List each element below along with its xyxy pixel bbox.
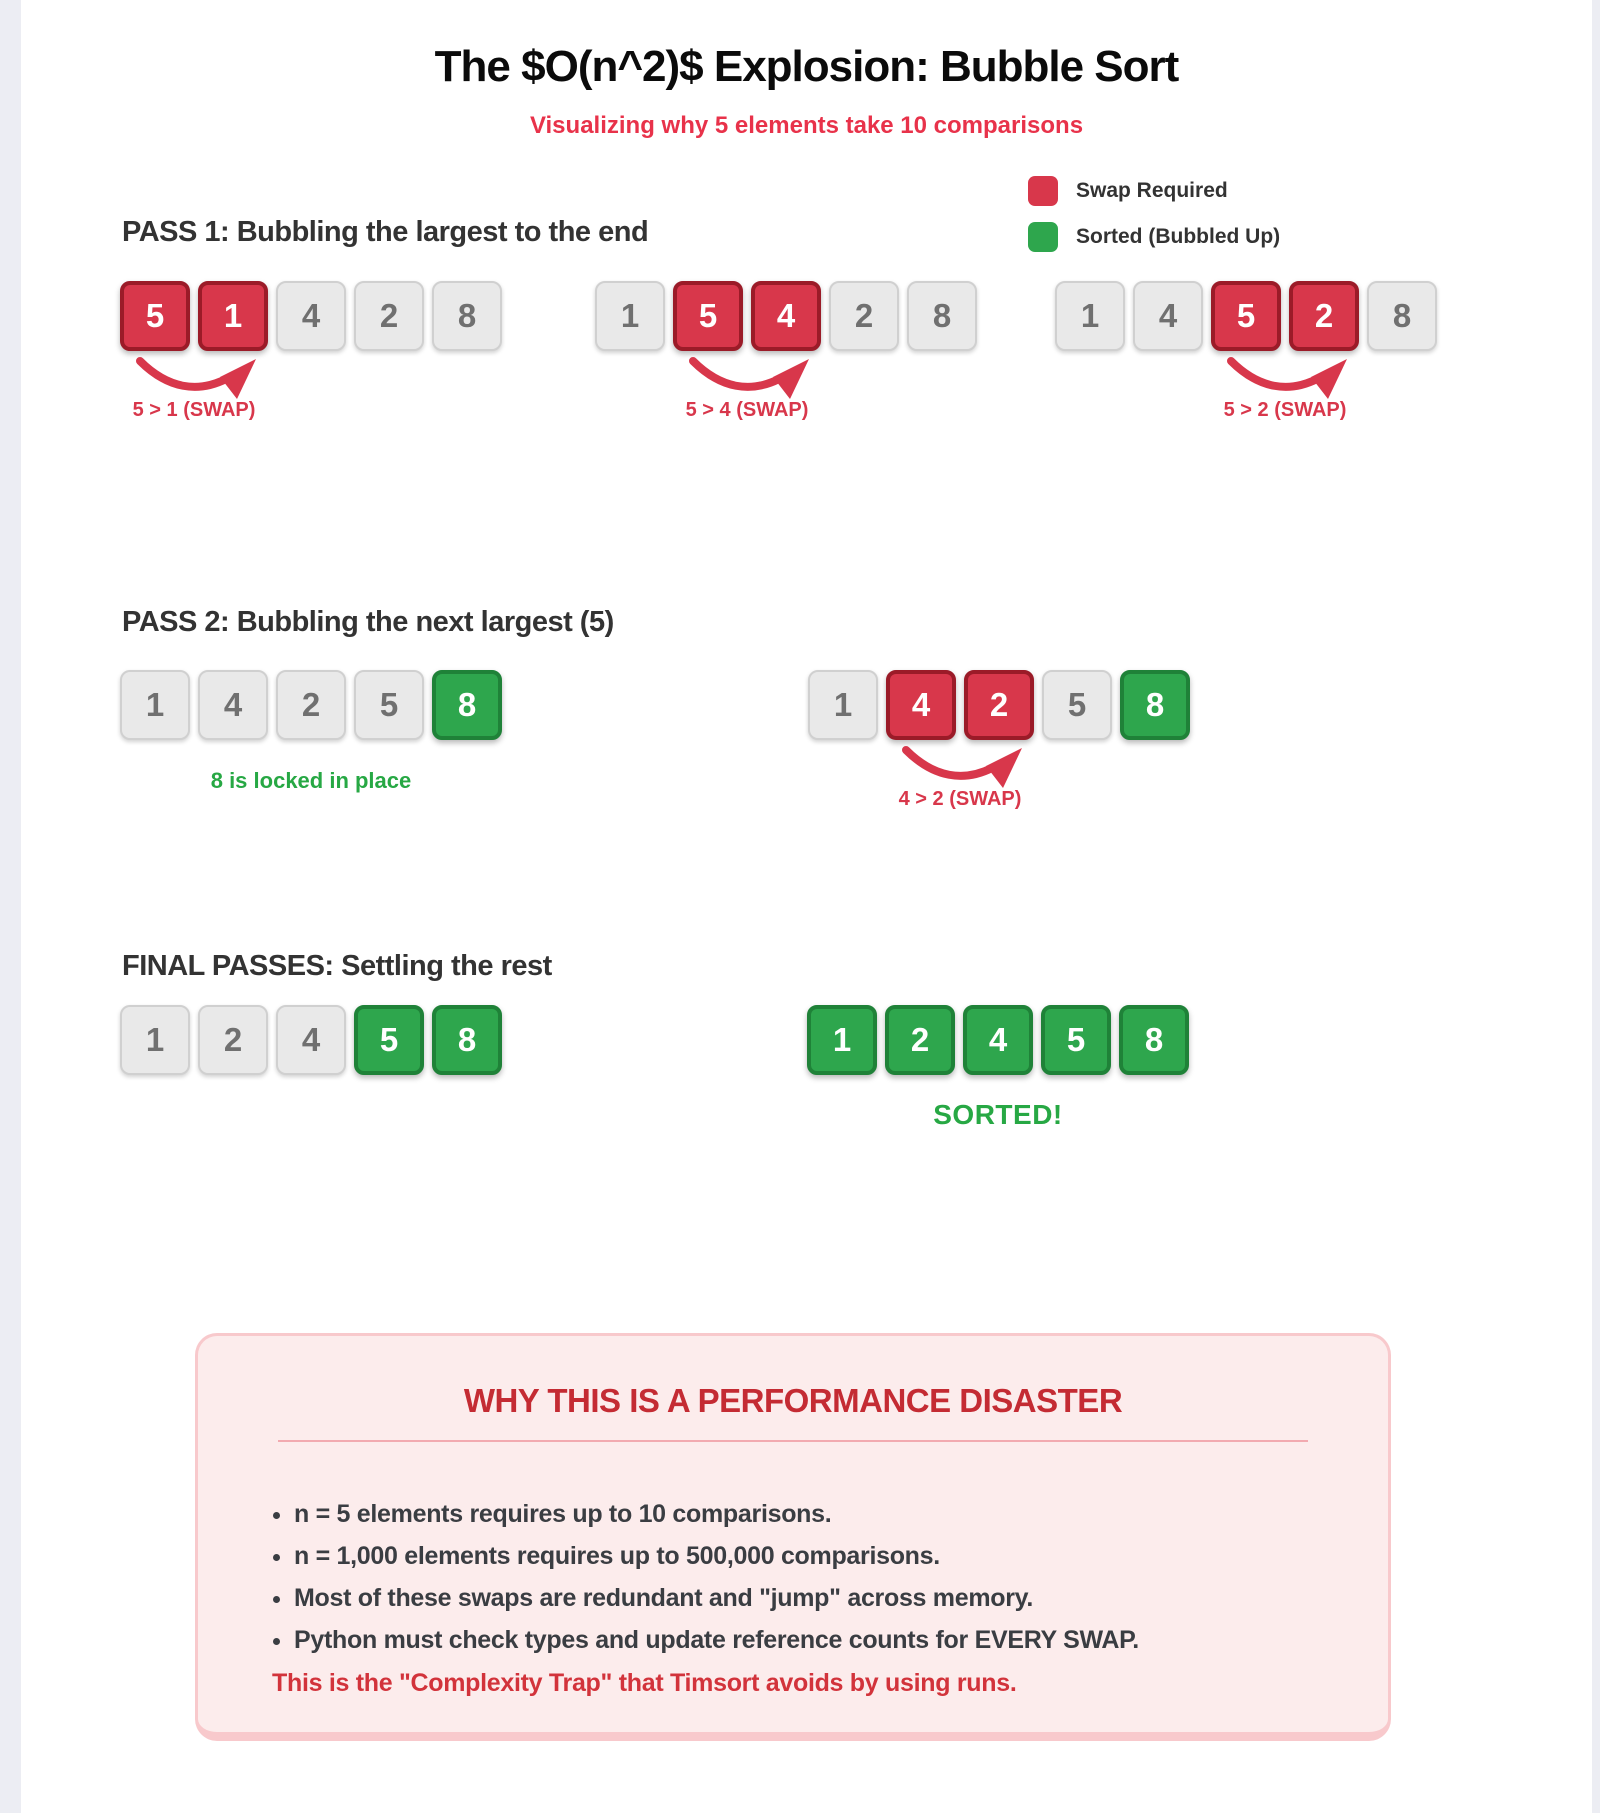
legend-label: Swap Required: [1076, 179, 1228, 202]
number-box-plain: 4: [276, 1005, 346, 1075]
number-box-plain: 8: [907, 281, 977, 351]
legend-item-sorted: [1028, 222, 1280, 252]
number-box-sorted: 5: [1041, 1005, 1111, 1075]
array-caption: 8 is locked in place: [210, 768, 412, 793]
legend: [1028, 176, 1280, 268]
number-box-sorted: 1: [807, 1005, 877, 1075]
array-caption: SORTED!: [933, 1099, 1063, 1130]
sorted-color-swatch: [1028, 222, 1058, 252]
number-box-sorted: 8: [1119, 1005, 1189, 1075]
pass1-heading: PASS 1: Bubbling the largest to the end: [122, 216, 649, 248]
number-box-sorted: 8: [432, 670, 502, 740]
panel-footer: This is the "Complexity Trap" that Timsort avoids by using runs.: [272, 1669, 1017, 1697]
array-group: [595, 281, 1015, 431]
number-row: [1055, 281, 1475, 351]
number-box-swap: 2: [964, 670, 1034, 740]
panel-bullet: • n = 1,000 elements requires up to 500,000 comparisons.: [294, 1542, 1388, 1571]
performance-panel: [195, 1333, 1391, 1741]
number-box-plain: 2: [354, 281, 424, 351]
number-row: [120, 670, 540, 740]
number-box-swap: 2: [1289, 281, 1359, 351]
number-box-plain: 4: [198, 670, 268, 740]
number-box-sorted: 2: [885, 1005, 955, 1075]
number-box-sorted: 8: [1120, 670, 1190, 740]
number-box-plain: 8: [432, 281, 502, 351]
number-box-swap: 4: [751, 281, 821, 351]
array-caption: 5 > 1 (SWAP): [132, 399, 256, 421]
number-row: [808, 670, 1228, 740]
swap-arrow-icon: [687, 355, 813, 401]
number-box-plain: 8: [1367, 281, 1437, 351]
number-box-sorted: 5: [354, 1005, 424, 1075]
array-group: [1055, 281, 1475, 431]
panel-bullets: [294, 1500, 1388, 1655]
number-box-plain: 2: [276, 670, 346, 740]
number-box-plain: 2: [829, 281, 899, 351]
array-group: [808, 670, 1228, 820]
number-row: [120, 1005, 540, 1075]
panel-bullet: • n = 5 elements requires up to 10 comparisons.: [294, 1500, 1388, 1529]
number-box-swap: 5: [120, 281, 190, 351]
array-group: [120, 670, 540, 820]
number-box-plain: 1: [120, 1005, 190, 1075]
swap-arrow-icon: [134, 355, 260, 401]
page-subtitle: Visualizing why 5 elements take 10 comparisons: [529, 112, 1084, 139]
number-box-swap: 1: [198, 281, 268, 351]
number-row: [595, 281, 1015, 351]
swap-arrow-icon: [900, 744, 1026, 790]
number-box-plain: 4: [1133, 281, 1203, 351]
array-caption: 4 > 2 (SWAP): [898, 788, 1022, 810]
number-box-plain: 5: [354, 670, 424, 740]
number-box-plain: 1: [1055, 281, 1125, 351]
number-box-plain: 1: [808, 670, 878, 740]
pass2-heading: PASS 2: Bubbling the next largest (5): [122, 606, 614, 638]
swap-color-swatch: [1028, 176, 1058, 206]
panel-bullet: • Most of these swaps are redundant and "jump" across memory.: [294, 1584, 1388, 1613]
page-title: The $O(n^2)$ Explosion: Bubble Sort: [434, 42, 1179, 91]
array-group: [807, 1005, 1227, 1155]
final-passes-heading: FINAL PASSES: Settling the rest: [122, 950, 552, 982]
number-box-plain: 2: [198, 1005, 268, 1075]
panel-divider: [278, 1440, 1308, 1442]
array-group: [120, 281, 540, 431]
number-box-plain: 1: [120, 670, 190, 740]
number-row: [807, 1005, 1227, 1075]
swap-arrow-icon: [1225, 355, 1351, 401]
number-box-sorted: 4: [963, 1005, 1033, 1075]
legend-item-swap: [1028, 176, 1280, 206]
number-box-plain: 1: [595, 281, 665, 351]
number-box-swap: 4: [886, 670, 956, 740]
number-box-swap: 5: [1211, 281, 1281, 351]
number-box-plain: 5: [1042, 670, 1112, 740]
legend-label: Sorted (Bubbled Up): [1076, 225, 1281, 248]
number-box-sorted: 8: [432, 1005, 502, 1075]
array-caption: 5 > 4 (SWAP): [685, 399, 809, 421]
panel-heading: WHY THIS IS A PERFORMANCE DISASTER: [463, 1382, 1123, 1419]
panel-bullet: • Python must check types and update reference counts for EVERY SWAP.: [294, 1626, 1388, 1655]
number-row: [120, 281, 540, 351]
number-box-plain: 4: [276, 281, 346, 351]
array-group: [120, 1005, 540, 1155]
infographic-page: [21, 0, 1592, 1813]
number-box-swap: 5: [673, 281, 743, 351]
array-caption: 5 > 2 (SWAP): [1223, 399, 1347, 421]
